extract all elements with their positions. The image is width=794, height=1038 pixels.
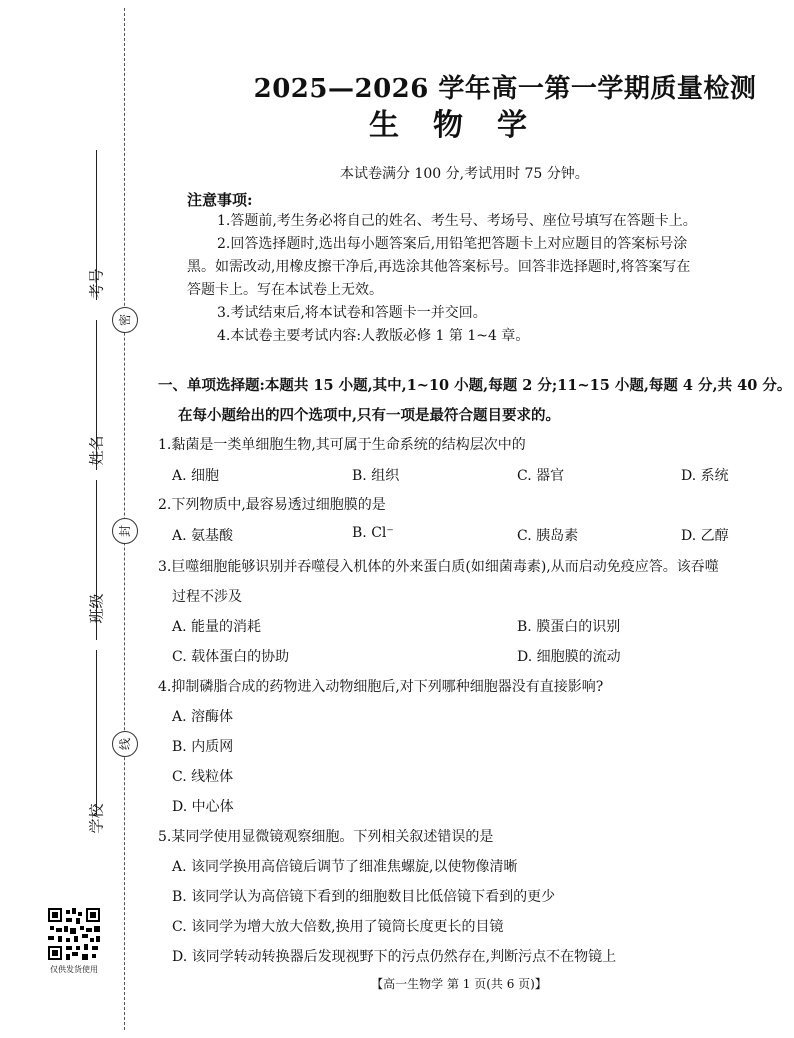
q2-option-c[interactable]: C. 胰岛素	[517, 528, 579, 544]
q5-option-b[interactable]: B. 该同学认为高倍镜下看到的细胞数目比低倍镜下看到的更少	[172, 889, 556, 905]
note-item: 3.考试结束后,将本试卷和答题卡一并交回。	[217, 305, 487, 321]
q2-option-d[interactable]: D. 乙醇	[681, 528, 729, 544]
seal-xian: 线	[112, 731, 138, 757]
q1-option-b[interactable]: B. 组织	[352, 468, 400, 484]
class-label: 班级	[87, 593, 106, 624]
note-item: 黑。如需改动,用橡皮擦干净后,再选涂其他答案标号。回答非选择题时,将答案写在	[187, 259, 691, 275]
q5-option-a[interactable]: A. 该同学换用高倍镜后调节了细准焦螺旋,以使物像清晰	[172, 859, 518, 875]
question-3-stem: 3.巨噬细胞能够识别并吞噬侵入机体的外来蛋白质(如细菌毒素),从而启动免疫应答。该吞噬	[158, 559, 719, 575]
question-5-stem: 5.某同学使用显微镜观察细胞。下列相关叙述错误的是	[158, 829, 494, 845]
seal-mi: 密	[112, 307, 138, 333]
question-3-stem-cont: 过程不涉及	[172, 589, 242, 605]
note-item: 1.答题前,考生务必将自己的姓名、考生号、考场号、座位号填写在答题卡上。	[217, 213, 697, 229]
qr-code-icon	[46, 906, 102, 962]
section-instruction: 在每小题给出的四个选项中,只有一项是最符合题目要求的。	[178, 407, 561, 424]
q4-option-d[interactable]: D. 中心体	[172, 799, 234, 815]
seal-feng: 封	[112, 518, 138, 544]
school-line[interactable]	[96, 650, 97, 815]
note-item: 2.回答选择题时,选出每小题答案后,用铅笔把答题卡上对应题目的答案标号涂	[217, 236, 688, 252]
question-2-stem: 2.下列物质中,最容易透过细胞膜的是	[158, 497, 386, 513]
question-4-stem: 4.抑制磷脂合成的药物进入动物细胞后,对下列哪种细胞器没有直接影响?	[158, 679, 604, 695]
subject-title: 生物学	[369, 108, 561, 143]
qr-caption: 仅供发货使用	[50, 965, 98, 974]
score-info: 本试卷满分 100 分,考试用时 75 分钟。	[340, 166, 589, 182]
note-item: 答题卡上。写在本试卷上无效。	[187, 282, 383, 298]
q4-option-c[interactable]: C. 线粒体	[172, 769, 234, 785]
q3-option-b[interactable]: B. 膜蛋白的识别	[517, 619, 621, 635]
question-1-stem: 1.黏菌是一类单细胞生物,其可属于生命系统的结构层次中的	[158, 437, 526, 453]
q4-option-a[interactable]: A. 溶酶体	[172, 709, 234, 725]
school-label: 学校	[87, 803, 106, 834]
q5-option-c[interactable]: C. 该同学为增大放大倍数,换用了镜筒长度更长的目镜	[172, 919, 504, 935]
exam-number-label: 考号	[87, 268, 106, 299]
exam-title: 2025—2026 学年高一第一学期质量检测	[253, 74, 757, 104]
q1-option-a[interactable]: A. 细胞	[172, 468, 220, 484]
page-footer: 【高一生物学 第 1 页(共 6 页)】	[371, 977, 547, 991]
q3-option-d[interactable]: D. 细胞膜的流动	[517, 649, 621, 665]
section-title: 一、单项选择题:本题共 15 小题,其中,1~10 小题,每题 2 分;11~15 小题,每题 4 分,共 40 分。	[158, 377, 792, 394]
q3-option-a[interactable]: A. 能量的消耗	[172, 619, 262, 635]
q4-option-b[interactable]: B. 内质网	[172, 739, 234, 755]
q3-option-c[interactable]: C. 载体蛋白的协助	[172, 649, 290, 665]
q5-option-d[interactable]: D. 该同学转动转换器后发现视野下的污点仍然存在,判断污点不在物镜上	[172, 949, 617, 965]
q2-option-a[interactable]: A. 氨基酸	[172, 528, 234, 544]
q1-option-d[interactable]: D. 系统	[681, 468, 729, 484]
name-label: 姓名	[87, 435, 106, 466]
notes-heading: 注意事项:	[187, 191, 253, 209]
q2-option-b[interactable]: B. Cl⁻	[352, 525, 394, 541]
note-item: 4.本试卷主要考试内容:人教版必修 1 第 1~4 章。	[217, 328, 530, 344]
q1-option-c[interactable]: C. 器官	[517, 468, 565, 484]
